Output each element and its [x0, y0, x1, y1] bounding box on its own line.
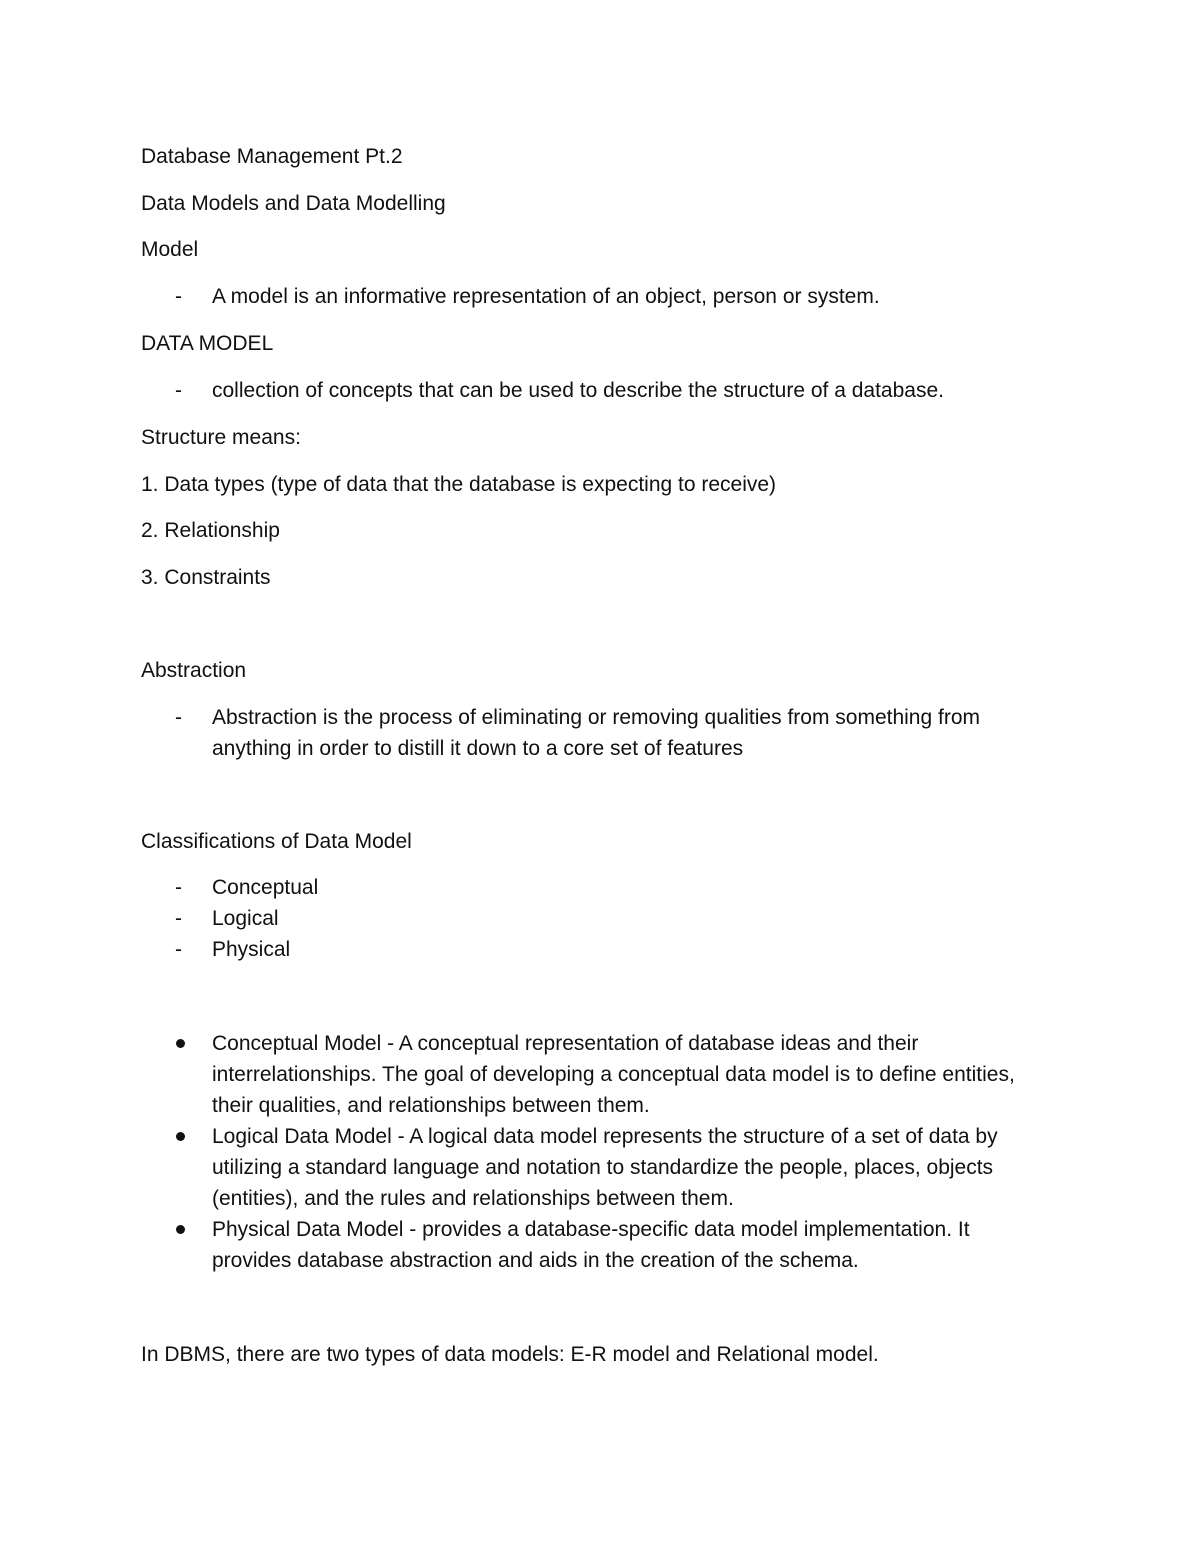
- model-item-text: A model is an informative representation of an object, person or system.: [212, 285, 880, 308]
- bullet-icon: [176, 1132, 185, 1141]
- structure-heading: Structure means:: [141, 426, 301, 449]
- data-model-item: [141, 375, 1041, 406]
- model-heading: Model: [141, 238, 199, 261]
- abstraction-item: [141, 702, 1041, 764]
- structure-item-3: 3. Constraints: [141, 566, 271, 589]
- bullet-icon: [176, 1039, 185, 1048]
- model-type-text: Conceptual Model - A conceptual representation of database ideas and their interrelationships. The goal of developing a conceptual data model is to define entities, their qualities, and relationships between them.: [212, 1032, 1015, 1117]
- model-type-text: Logical Data Model - A logical data model represents the structure of a set of data by utilizing a standard language and notation to standardize the people, places, objects (entities), and the rules and relationships between them.: [212, 1125, 998, 1210]
- dash-marker: -: [175, 938, 182, 961]
- document-subtitle: Data Models and Data Modelling: [141, 192, 446, 215]
- model-type-text: Physical Data Model - provides a database-specific data model implementation. It provides database abstraction and aids in the creation of the schema.: [212, 1218, 970, 1272]
- document-title: Database Management Pt.2: [141, 145, 403, 168]
- classification-item-text: Physical: [212, 938, 291, 961]
- dash-marker: -: [175, 907, 182, 930]
- data-model-item-text: collection of concepts that can be used to describe the structure of a database.: [212, 379, 944, 402]
- dash-marker: -: [175, 379, 182, 402]
- conclusion-text: In DBMS, there are two types of data models: E-R model and Relational model.: [141, 1343, 879, 1366]
- abstraction-item-text: Abstraction is the process of eliminating or removing qualities from something from anything in order to distill it down to a core set of features: [212, 706, 980, 760]
- model-type-item: [141, 1214, 1041, 1276]
- dash-marker: -: [175, 285, 182, 308]
- model-type-item: [141, 1121, 1041, 1214]
- structure-item-2: 2. Relationship: [141, 519, 280, 542]
- classification-item: [141, 934, 1041, 965]
- classifications-heading: Classifications of Data Model: [141, 830, 412, 853]
- classification-item-text: Logical: [212, 907, 279, 930]
- bullet-icon: [176, 1225, 185, 1234]
- model-type-item: [141, 1028, 1041, 1121]
- dash-marker: -: [175, 706, 182, 729]
- model-item: [141, 281, 1041, 312]
- classification-item-text: Conceptual: [212, 876, 319, 899]
- dash-marker: -: [175, 876, 182, 899]
- structure-item-1: 1. Data types (type of data that the database is expecting to receive): [141, 473, 777, 496]
- abstraction-heading: Abstraction: [141, 659, 247, 682]
- classification-item: [141, 903, 1041, 934]
- classification-item: [141, 872, 1041, 903]
- data-model-heading: DATA MODEL: [141, 332, 274, 355]
